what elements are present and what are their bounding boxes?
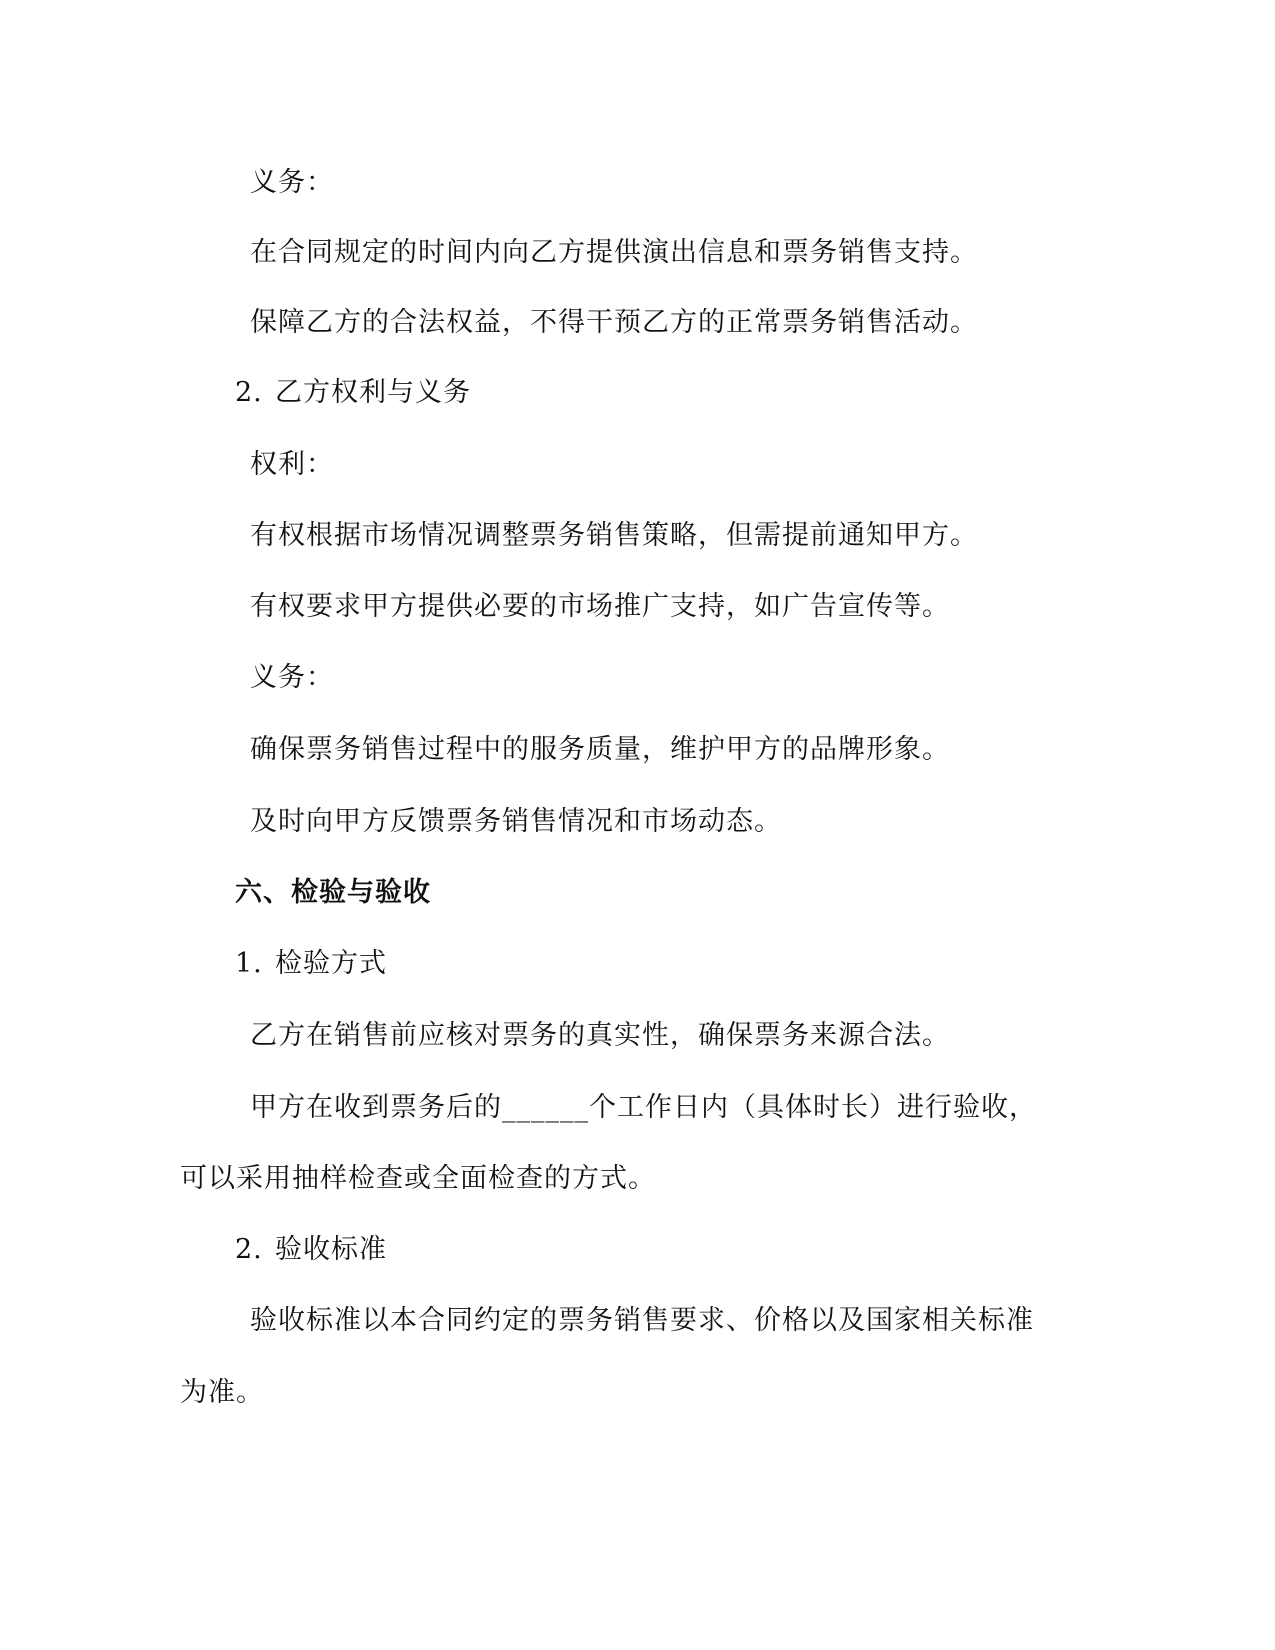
paragraph-continuation: 可以采用抽样检查或全面检查的方式。 (180, 1163, 656, 1194)
item-title: 检验方式 (275, 948, 387, 979)
paragraph: 有权根据市场情况调整票务销售策略，但需提前通知甲方。 (250, 520, 978, 551)
numbered-heading (235, 375, 471, 411)
paragraph: 保障乙方的合法权益，不得干预乙方的正常票务销售活动。 (250, 307, 978, 338)
rights-label: 权利： (250, 449, 334, 480)
paragraph: 有权要求甲方提供必要的市场推广支持，如广告宣传等。 (250, 591, 950, 622)
obligations-label: 义务： (250, 167, 334, 198)
numbered-heading (235, 1232, 387, 1268)
paragraph: 甲方在收到票务后的______个工作日内（具体时长）进行验收， (250, 1092, 1037, 1123)
paragraph: 验收标准以本合同约定的票务销售要求、价格以及国家相关标准 (250, 1305, 1034, 1336)
item-title: 乙方权利与义务 (275, 377, 471, 408)
numbered-heading (235, 946, 387, 982)
item-number: 2. (235, 1234, 263, 1265)
section-heading: 六、检验与验收 (235, 877, 431, 908)
paragraph: 在合同规定的时间内向乙方提供演出信息和票务销售支持。 (250, 237, 978, 268)
item-number: 1. (235, 948, 263, 979)
paragraph-continuation: 为准。 (180, 1377, 264, 1408)
item-number: 2. (235, 377, 263, 408)
obligations-label: 义务： (250, 662, 334, 693)
paragraph: 乙方在销售前应核对票务的真实性，确保票务来源合法。 (250, 1020, 950, 1051)
item-title: 验收标准 (275, 1234, 387, 1265)
paragraph: 及时向甲方反馈票务销售情况和市场动态。 (250, 806, 782, 837)
paragraph: 确保票务销售过程中的服务质量，维护甲方的品牌形象。 (250, 734, 950, 765)
